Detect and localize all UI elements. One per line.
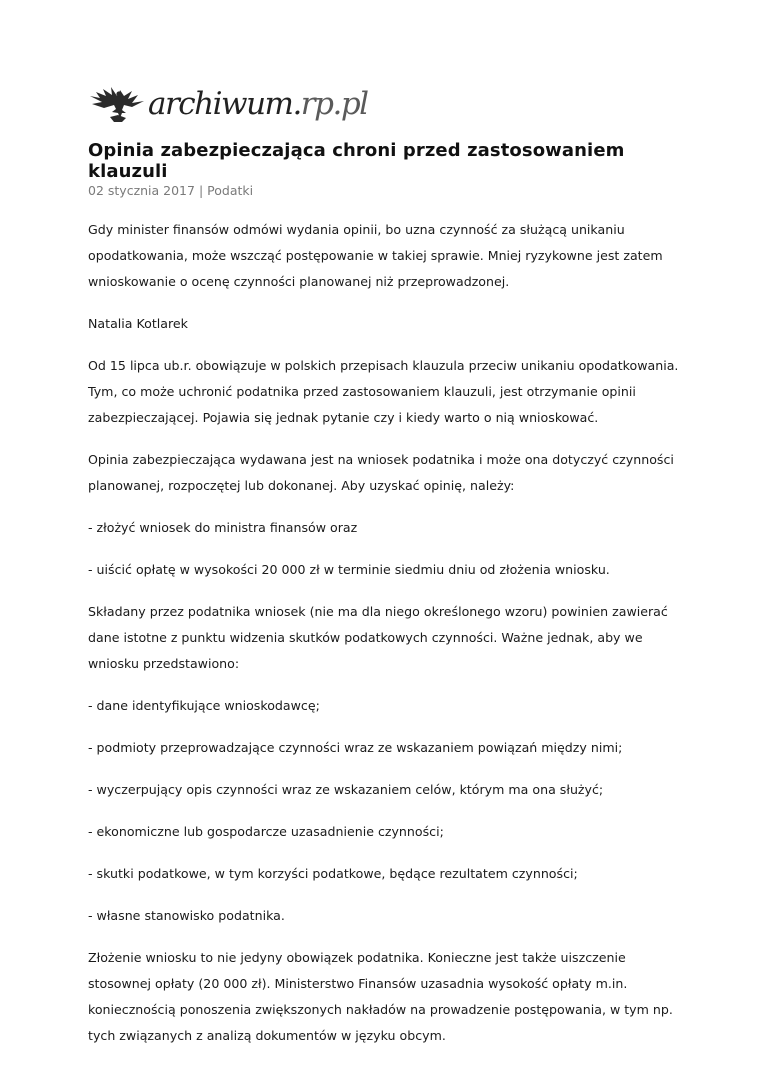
eagle-icon	[88, 82, 146, 126]
article-title: Opinia zabezpieczająca chroni przed zastosowaniem klauzuli	[88, 140, 625, 182]
article-author: Natalia Kotlarek	[88, 316, 188, 331]
paragraph: Opinia zabezpieczająca wydawana jest na wniosek podatnika i może ona dotyczyć czynności planowanej, rozpoczętej lub dokonanej. Aby uzyskać opinię, należy:	[88, 452, 674, 493]
list-item: - ekonomiczne lub gospodarcze uzasadnienie czynności;	[88, 824, 444, 839]
article-category[interactable]: Podatki	[207, 183, 254, 198]
list-item: - złożyć wniosek do ministra finansów oraz	[88, 520, 358, 535]
logo-wordmark	[148, 86, 368, 122]
logo-text-main: archiwum.	[148, 86, 301, 122]
article-body	[88, 217, 688, 1049]
list-item: - wyczerpujący opis czynności wraz ze wskazaniem celów, którym ma ona służyć;	[88, 782, 604, 797]
paragraph: Gdy minister finansów odmówi wydania opinii, bo uzna czynność za służącą unikaniu opodatkowania, może wszcząć postępowanie w takiej sprawie. Mniej ryzykowne jest zatem wnioskowanie o ocenę czynności planowanej niż przeprowadzonej.	[88, 222, 663, 289]
logo-text-rp: rp.pl	[300, 86, 368, 122]
list-item: - własne stanowisko podatnika.	[88, 908, 285, 923]
document-page	[88, 78, 688, 1065]
paragraph: Od 15 lipca ub.r. obowiązuje w polskich przepisach klauzula przeciw unikaniu opodatkowania. Tym, co może uchronić podatnika przed zastosowaniem klauzuli, jest otrzymanie opinii zabezpieczającej. Pojawia się jednak pytanie czy i kiedy warto o nią wnioskować.	[88, 358, 679, 425]
list-item: - dane identyfikujące wnioskodawcę;	[88, 698, 320, 713]
paragraph: Składany przez podatnika wniosek (nie ma dla niego określonego wzoru) powinien zawierać dane istotne z punktu widzenia skutków podatkowych czynności. Ważne jednak, aby we wniosku przedstawiono:	[88, 604, 668, 671]
list-item: - podmioty przeprowadzające czynności wraz ze wskazaniem powiązań między nimi;	[88, 740, 623, 755]
list-item: - skutki podatkowe, w tym korzyści podatkowe, będące rezultatem czynności;	[88, 866, 578, 881]
list-item: - uiścić opłatę w wysokości 20 000 zł w terminie siedmiu dniu od złożenia wniosku.	[88, 562, 610, 577]
paragraph: Złożenie wniosku to nie jedyny obowiązek podatnika. Konieczne jest także uiszczenie stosownej opłaty (20 000 zł). Ministerstwo Finansów uzasadnia wysokość opłaty m.in. koniecznością ponoszenia zwiększonych nakładów na prowadzenie postępowania, w tym np. tych związanych z analizą dokumentów w języku obcym.	[88, 950, 673, 1043]
article-date: 02 stycznia 2017	[88, 183, 195, 198]
article-meta	[88, 183, 688, 198]
meta-separator: |	[194, 183, 208, 198]
site-logo[interactable]	[88, 78, 688, 130]
